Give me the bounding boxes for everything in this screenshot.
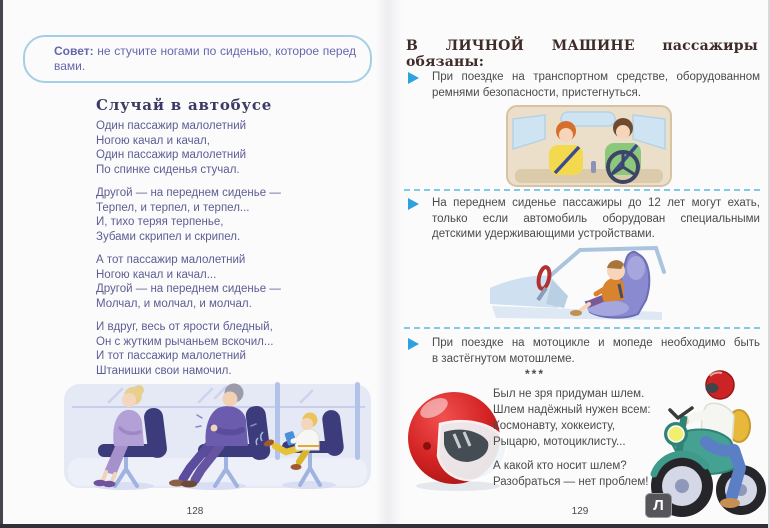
dashed-divider xyxy=(404,327,760,329)
poem-line: Другой — на переднем сиденье — xyxy=(96,283,281,295)
rule-line: На переднем сиденье пассажиры до 12 лет могут ехать, xyxy=(432,197,760,209)
poem-line: Шлем надёжный нужен всем: xyxy=(493,404,651,416)
poem-line: Разобраться — нет проблем! xyxy=(493,476,649,488)
watermark-logo: Л xyxy=(645,493,672,518)
bullet-triangle-icon xyxy=(408,72,419,84)
poem-line: Ногою качал и качал, xyxy=(96,134,210,147)
child-carseat-illustration xyxy=(488,242,670,326)
tip-text: не стучите ногами по сиденью, которое перед xyxy=(97,44,356,58)
poem-separator-stars: *** xyxy=(525,367,546,381)
stanza xyxy=(96,186,281,244)
poem-line: Он с жутким рычаньем вскочил... xyxy=(96,335,274,348)
rule-seatbelt xyxy=(406,70,760,101)
stanza xyxy=(96,119,281,177)
rule-line: детскими удерживающими устройствами. xyxy=(432,228,655,240)
poem-line: Рыцарю, мотоциклисту... xyxy=(493,436,626,448)
poem-line: А тот пассажир малолетний xyxy=(96,254,246,266)
scan-edge-bottom xyxy=(0,524,770,528)
rule-helmet xyxy=(406,336,760,367)
rule-line: ремнями безопасности, пристегнуться. xyxy=(432,86,641,99)
tip-label: Совет: xyxy=(54,44,94,58)
bus-poem xyxy=(96,119,281,387)
rule-line: только если автомобиль оборудован специальными xyxy=(432,212,760,225)
section-title: В ЛИЧНОЙ МАШИНЕ пассажиры обязаны: xyxy=(406,38,758,70)
poem-line: Ногою качал и качал... xyxy=(96,268,217,281)
stanza xyxy=(96,253,281,311)
rule-text xyxy=(432,336,760,367)
tip-line xyxy=(54,44,356,59)
poem-title: Случай в автобусе xyxy=(96,96,273,114)
poem-line: Штанишки свои намочил. xyxy=(96,364,232,377)
page-number-left: 128 xyxy=(186,506,204,517)
poem-line: Зубами скрипел и скрипел. xyxy=(96,230,241,243)
bus-passengers-illustration xyxy=(62,380,374,500)
page-gutter-shadow xyxy=(376,0,402,528)
tip-line: вами. xyxy=(54,59,86,73)
poem-line: И тот пассажир малолетний xyxy=(96,350,246,362)
rule-line: При поездке на мотоцикле и мопеде необходимо быть xyxy=(432,337,760,349)
rule-text xyxy=(432,70,760,101)
poem-line: Космонавту, хоккеисту, xyxy=(493,420,616,432)
bullet-triangle-icon xyxy=(408,198,419,210)
poem-line: Молчал, и молчал, и молчал. xyxy=(96,297,252,310)
rule-child-seat xyxy=(406,196,760,243)
helmet-poem xyxy=(493,366,651,490)
poem-line: Один пассажир малолетний xyxy=(96,120,247,132)
car-seatbelt-illustration xyxy=(503,103,675,189)
poem-line: Другой — на переднем сиденье — xyxy=(96,187,281,199)
bus-pole xyxy=(355,382,360,460)
scan-edge-left xyxy=(0,0,3,528)
rule-line: в застёгнутом мотошлеме. xyxy=(432,352,575,365)
rule-line: При поездке на транспортном средстве, оборудованном xyxy=(432,71,760,83)
poem-line: И вдруг, весь от ярости бледный, xyxy=(96,321,273,333)
bullet-triangle-icon xyxy=(408,338,419,350)
tip-box xyxy=(23,35,372,83)
stanza xyxy=(96,320,281,378)
poem-line: И, тихо теряя терпенье, xyxy=(96,216,224,228)
poem-line: Был не зря придуман шлем. xyxy=(493,388,645,400)
poem-line: Один пассажир малолетний xyxy=(96,149,247,161)
poem-line: Терпел, и терпел, и терпел... xyxy=(96,201,250,214)
poem-line: А какой кто носит шлем? xyxy=(493,460,627,472)
poem-line: По спинке сиденья стучал. xyxy=(96,163,240,176)
dashed-divider xyxy=(404,189,760,191)
page-number-right: 129 xyxy=(571,506,589,517)
rule-text xyxy=(432,196,760,243)
headlight xyxy=(668,426,684,442)
